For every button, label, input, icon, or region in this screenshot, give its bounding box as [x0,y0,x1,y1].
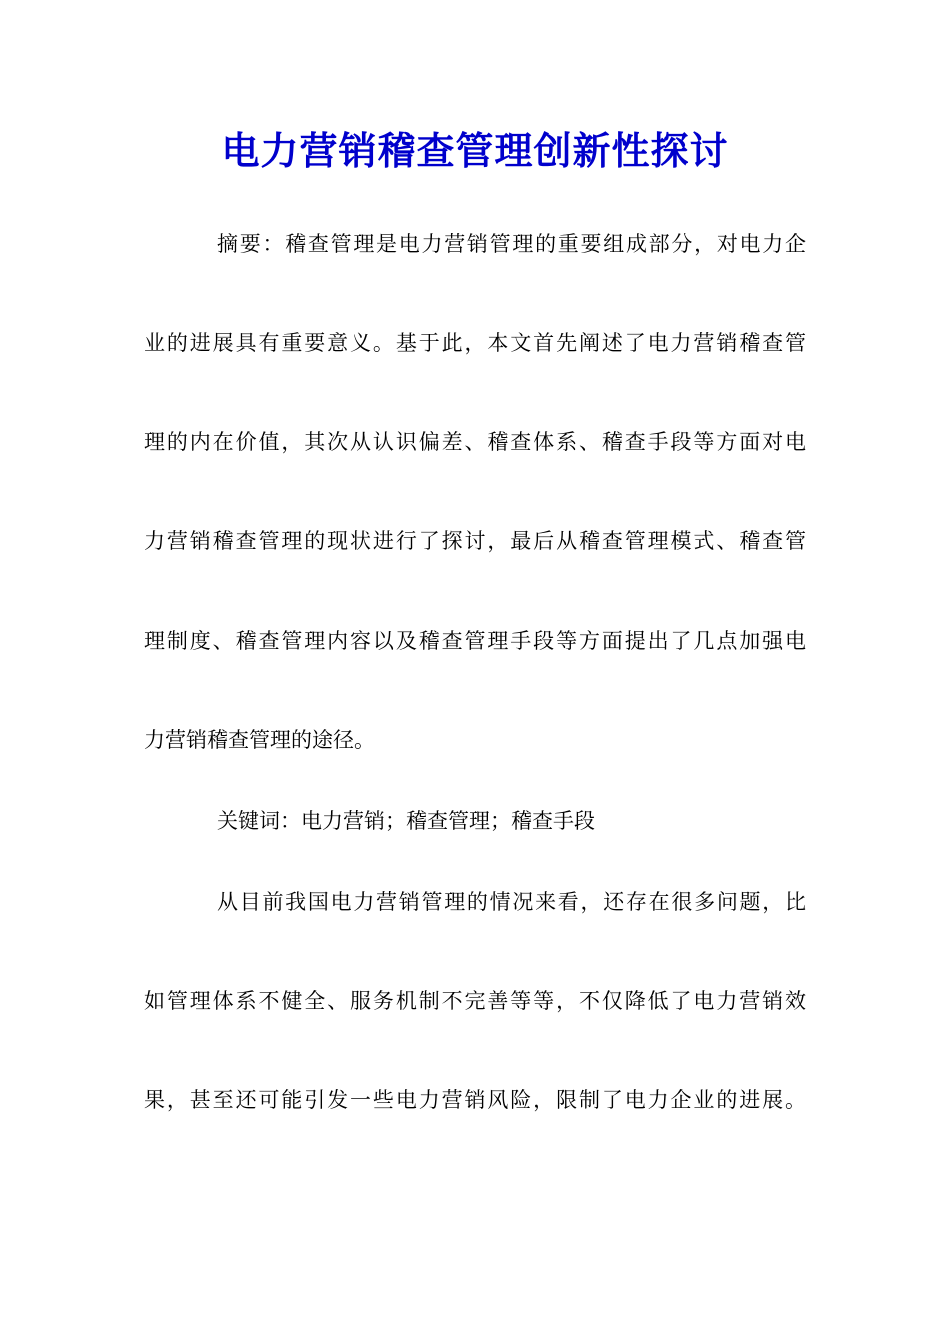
body-line-3: 果，甚至还可能引发一些电力营销风险，限制了电力企业的进展。 [144,1088,806,1112]
body-line-2: 如管理体系不健全、服务机制不完善等等，不仅降低了电力营销效 [144,989,806,1013]
abstract-line-4: 力营销稽查管理的现状进行了探讨，最后从稽查管理模式、稽查管 [144,529,806,553]
body-line-1: 从目前我国电力营销管理的情况来看，还存在很多问题，比 [217,890,806,914]
keywords-line: 关键词：电力营销；稽查管理；稽查手段 [217,809,595,833]
abstract-line-1: 摘要：稽查管理是电力营销管理的重要组成部分，对电力企 [217,232,806,256]
abstract-line-6: 力营销稽查管理的途径。 [144,728,375,752]
abstract-line-5: 理制度、稽查管理内容以及稽查管理手段等方面提出了几点加强电 [144,629,806,653]
abstract-line-3: 理的内在价值，其次从认识偏差、稽查体系、稽查手段等方面对电 [144,430,806,454]
abstract-line-2: 业的进展具有重要意义。基于此，本文首先阐述了电力营销稽查管 [144,331,806,355]
document-title: 电力营销稽查管理创新性探讨 [221,128,729,173]
